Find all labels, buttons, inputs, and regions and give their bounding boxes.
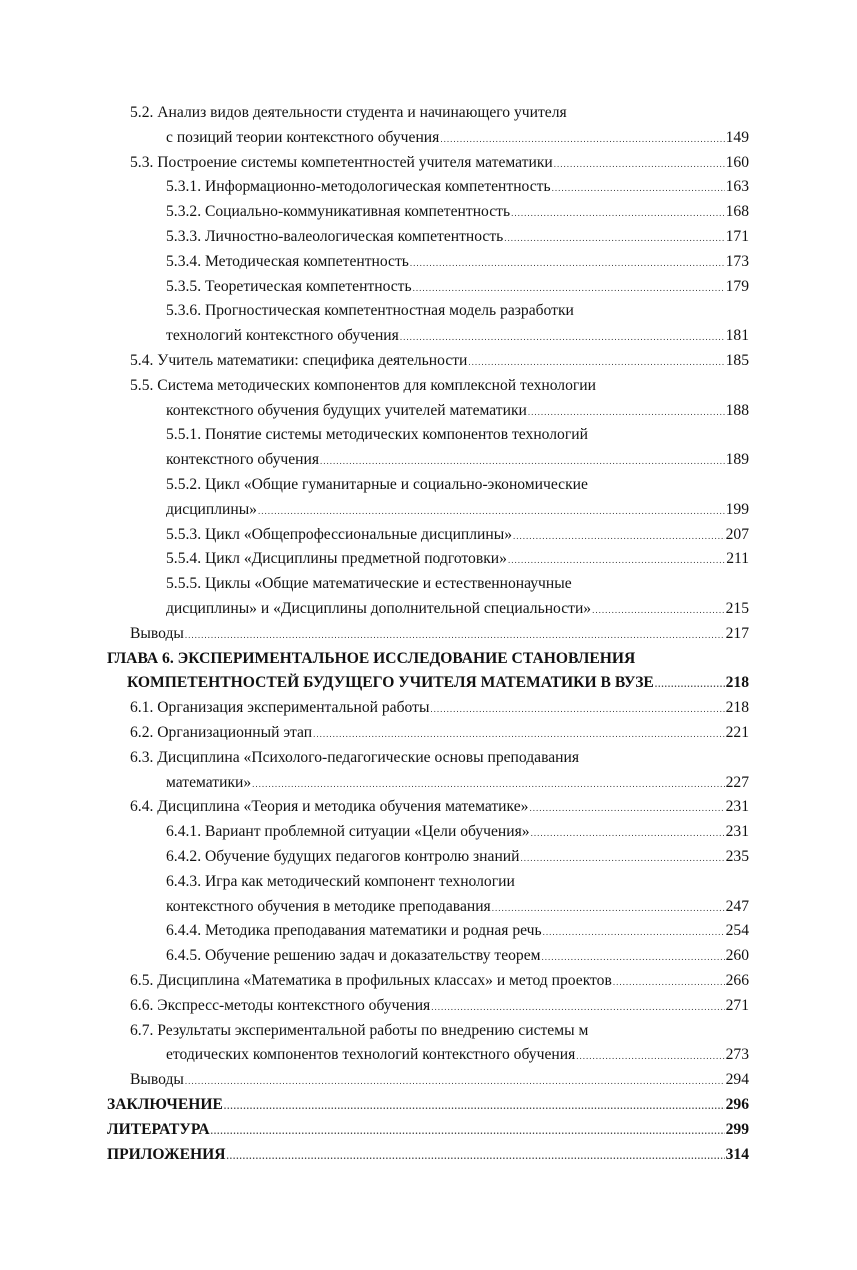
toc-entry-title: 5.3. Построение системы компетентностей учителя математики: [130, 153, 553, 171]
toc-entry: [107, 1093, 749, 1118]
toc-entry: [166, 423, 588, 448]
toc-entry: [166, 845, 749, 870]
toc-entry-title: математики»: [166, 773, 252, 791]
toc-leader-dots: [185, 1069, 725, 1094]
toc-entry: [130, 969, 749, 994]
toc-entry: [166, 523, 749, 548]
toc-page-number: 299: [725, 1120, 749, 1138]
toc-page-number: 296: [725, 1096, 749, 1113]
toc-leader-dots: [543, 920, 725, 945]
toc-entry: [130, 696, 749, 721]
toc-entry-title: контекстного обучения: [166, 451, 319, 469]
toc-leader-dots: [508, 548, 725, 573]
toc-page-number: 260: [725, 947, 749, 965]
toc-entry: [166, 473, 588, 498]
toc-page-number: 168: [725, 203, 749, 221]
toc-entry: [107, 647, 635, 672]
toc-entry-title: 6.6. Экспресс-методы контекстного обучения: [130, 996, 431, 1014]
toc-entry-title: ПРИЛОЖЕНИЯ: [107, 1145, 226, 1163]
toc-page-number: 215: [725, 600, 749, 617]
toc-entry-title: 5.5.3. Цикл «Общепрофессиональные дисциплины»: [166, 525, 513, 543]
toc-entry-title: 6.4.1. Вариант проблемной ситуации «Цели обучения»: [166, 823, 530, 841]
toc-entry-title: контекстного обучения в методике преподавания: [166, 897, 491, 915]
toc-entry-title: 5.3.3. Личностно-валеологическая компетентность: [166, 228, 504, 245]
toc-entry-title: с позиций теории контекстного обучения: [166, 128, 440, 146]
toc-page-number: 173: [725, 252, 749, 270]
toc-entry-title: технологий контекстного обучения: [166, 327, 399, 345]
toc-entry: [166, 572, 572, 597]
toc-entry: [130, 101, 567, 126]
toc-entry: [166, 944, 749, 969]
toc-entry-title: 5.5.2. Цикл «Общие гуманитарные и социально-экономические: [166, 476, 588, 493]
toc-entry-continuation: [166, 771, 749, 796]
toc-page-number: 266: [725, 972, 749, 989]
toc-leader-dots: [613, 970, 725, 995]
toc-page-number: 227: [725, 773, 749, 791]
toc-entry-title: 6.3. Дисциплина «Психолого-педагогические основы преподавания: [130, 748, 580, 766]
toc-entry: [166, 870, 515, 895]
toc-page-number: 199: [725, 500, 749, 518]
toc-page-number: 189: [725, 451, 749, 469]
toc-leader-dots: [185, 623, 725, 648]
toc-entry: [166, 275, 749, 300]
toc-entry: [166, 175, 749, 200]
toc-entry: [130, 746, 579, 771]
toc-leader-dots: [554, 152, 725, 177]
toc-leader-dots: [431, 995, 724, 1020]
toc-entry: [130, 622, 749, 647]
toc-page-number: 231: [725, 798, 749, 816]
toc-entry: [166, 820, 749, 845]
toc-page-number: 211: [726, 550, 749, 568]
toc-leader-dots: [430, 697, 724, 722]
toc-leader-dots: [492, 896, 725, 921]
toc-leader-dots: [211, 1119, 725, 1144]
toc-page-number: 314: [725, 1145, 749, 1163]
toc-entry-title: 5.3.5. Теоретическая компетентность: [166, 277, 412, 295]
toc-entry-title: 5.2. Анализ видов деятельности студента и начинающего учителя: [130, 104, 567, 121]
toc-entry-title: 5.4. Учитель математики: специфика деятельности: [130, 352, 468, 369]
toc-entry-title: 5.5.4. Цикл «Дисциплины предметной подготовки»: [166, 550, 507, 568]
toc-leader-dots: [655, 672, 725, 697]
toc-entry-title: ГЛАВА 6. ЭКСПЕРИМЕНТАЛЬНОЕ ИССЛЕДОВАНИЕ СТАНОВЛЕНИЯ: [107, 649, 636, 667]
toc-entry-title: 6.4.4. Методика преподавания математики и родная речь: [166, 922, 542, 940]
toc-entry-title: 6.4.3. Игра как методический компонент технологии: [166, 872, 515, 890]
toc-page-number: 185: [725, 352, 749, 369]
toc-entry-continuation: [166, 324, 749, 349]
toc-page-number: 235: [725, 848, 749, 865]
toc-entry: [130, 151, 749, 176]
toc-leader-dots: [576, 1044, 724, 1069]
toc-entry-title: 6.7. Результаты экспериментальной работы по внедрению системы м: [130, 1021, 589, 1039]
toc-leader-dots: [440, 127, 724, 152]
toc-page-number: 179: [725, 277, 749, 295]
toc-entry: [166, 299, 574, 324]
toc-page-number: 149: [725, 128, 749, 146]
toc-entry-title: контекстного обучения будущих учителей математики: [166, 401, 527, 419]
toc-entry: [130, 374, 596, 399]
toc-entry: [107, 1118, 749, 1143]
toc-page-number: 217: [725, 624, 749, 642]
toc-entry-title: дисциплины» и «Дисциплины дополнительной специальности»: [166, 600, 592, 617]
toc-page-number: 231: [725, 823, 749, 841]
toc-entry-title: 6.4.5. Обучение решению задач и доказательству теорем: [166, 947, 541, 965]
toc-entry-title: Выводы: [130, 624, 184, 642]
toc-entry-continuation: [166, 448, 749, 473]
toc-leader-dots: [468, 350, 724, 375]
toc-entry-title: 5.3.1. Информационно-методологическая компетентность: [166, 178, 551, 196]
toc-leader-dots: [521, 846, 725, 871]
toc-entry-title: КОМПЕТЕНТНОСТЕЙ БУДУЩЕГО УЧИТЕЛЯ МАТЕМАТИКИ В ВУЗЕ: [127, 674, 654, 692]
toc-entry-title: ЛИТЕРАТУРА: [107, 1120, 210, 1138]
toc-entry: [130, 1068, 749, 1093]
toc-page-number: 271: [725, 996, 749, 1014]
toc-entry-continuation: [127, 671, 749, 696]
toc-leader-dots: [528, 400, 725, 425]
toc-entry-title: ЗАКЛЮЧЕНИЕ: [107, 1096, 223, 1113]
toc-entry: [130, 994, 749, 1019]
toc-leader-dots: [531, 821, 725, 846]
toc-page-number: 247: [725, 897, 749, 915]
toc-entry: [130, 721, 749, 746]
toc-entry-title: 6.2. Организационный этап: [130, 724, 313, 741]
toc-leader-dots: [252, 772, 724, 797]
toc-entry-title: 5.5. Система методических компонентов для комплексной технологии: [130, 376, 596, 394]
toc-entry: [166, 547, 749, 572]
toc-page-number: 160: [725, 153, 749, 171]
toc-entry-title: 5.5.5. Циклы «Общие математические и естественнонаучные: [166, 575, 572, 593]
toc-entry-continuation: [166, 895, 749, 920]
toc-entry-title: 5.3.2. Социально-коммуникативная компетентность: [166, 203, 511, 221]
toc-page-number: 221: [725, 724, 749, 741]
toc-leader-dots: [320, 449, 725, 474]
toc-leader-dots: [226, 1144, 724, 1169]
toc-leader-dots: [504, 226, 724, 251]
toc-entry-title: 6.5. Дисциплина «Математика в профильных классах» и метод проектов: [130, 972, 612, 989]
toc-entry: [166, 250, 749, 275]
toc-entry-title: 5.3.6. Прогностическая компетентностная модель разработки: [166, 302, 574, 320]
toc-entry: [130, 1019, 588, 1044]
toc-entry-title: 5.3.4. Методическая компетентность: [166, 252, 409, 270]
toc-entry-title: 6.1. Организация экспериментальной работы: [130, 699, 430, 717]
toc-entry: [130, 349, 749, 374]
toc-entry-continuation: [166, 1043, 749, 1068]
toc-entry-continuation: [166, 399, 749, 424]
toc-leader-dots: [542, 945, 725, 970]
toc-page-number: 163: [725, 178, 749, 196]
toc-entry-title: етодических компонентов технологий контекстного обучения: [166, 1046, 576, 1064]
toc-page-number: 181: [725, 327, 749, 345]
toc-page-number: 188: [725, 401, 749, 419]
toc-entry: [166, 225, 749, 250]
toc-page-number: 254: [725, 922, 749, 940]
toc-entry: [107, 1143, 749, 1168]
toc-page-number: 273: [725, 1046, 749, 1064]
toc-leader-dots: [592, 598, 725, 623]
toc-entry: [130, 795, 749, 820]
toc-entry-title: 6.4. Дисциплина «Теория и методика обучения математике»: [130, 798, 529, 816]
toc-entry-continuation: [166, 498, 749, 523]
toc-entry-continuation: [166, 597, 749, 622]
toc-entry-title: 5.5.1. Понятие системы методических компонентов технологий: [166, 426, 588, 444]
toc-leader-dots: [529, 796, 724, 821]
toc-leader-dots: [400, 325, 725, 350]
toc-leader-dots: [511, 201, 725, 226]
toc-entry-continuation: [166, 126, 749, 151]
toc-leader-dots: [313, 722, 725, 747]
toc-entry-title: дисциплины»: [166, 500, 257, 518]
toc-leader-dots: [258, 499, 725, 524]
toc-entry-title: Выводы: [130, 1071, 184, 1089]
toc-page-number: 294: [725, 1071, 749, 1089]
toc-page-number: 171: [725, 228, 749, 245]
toc-page-number: 218: [725, 674, 749, 692]
toc-page-number: 218: [725, 699, 749, 717]
toc-leader-dots: [410, 251, 725, 276]
toc-entry-title: 6.4.2. Обучение будущих педагогов контролю знаний: [166, 848, 520, 865]
toc-leader-dots: [513, 524, 725, 549]
toc-entry: [166, 200, 749, 225]
toc-page-number: 207: [725, 525, 749, 543]
toc-leader-dots: [413, 276, 725, 301]
toc-leader-dots: [552, 176, 725, 201]
toc-entry: [166, 919, 749, 944]
toc-leader-dots: [224, 1094, 725, 1119]
